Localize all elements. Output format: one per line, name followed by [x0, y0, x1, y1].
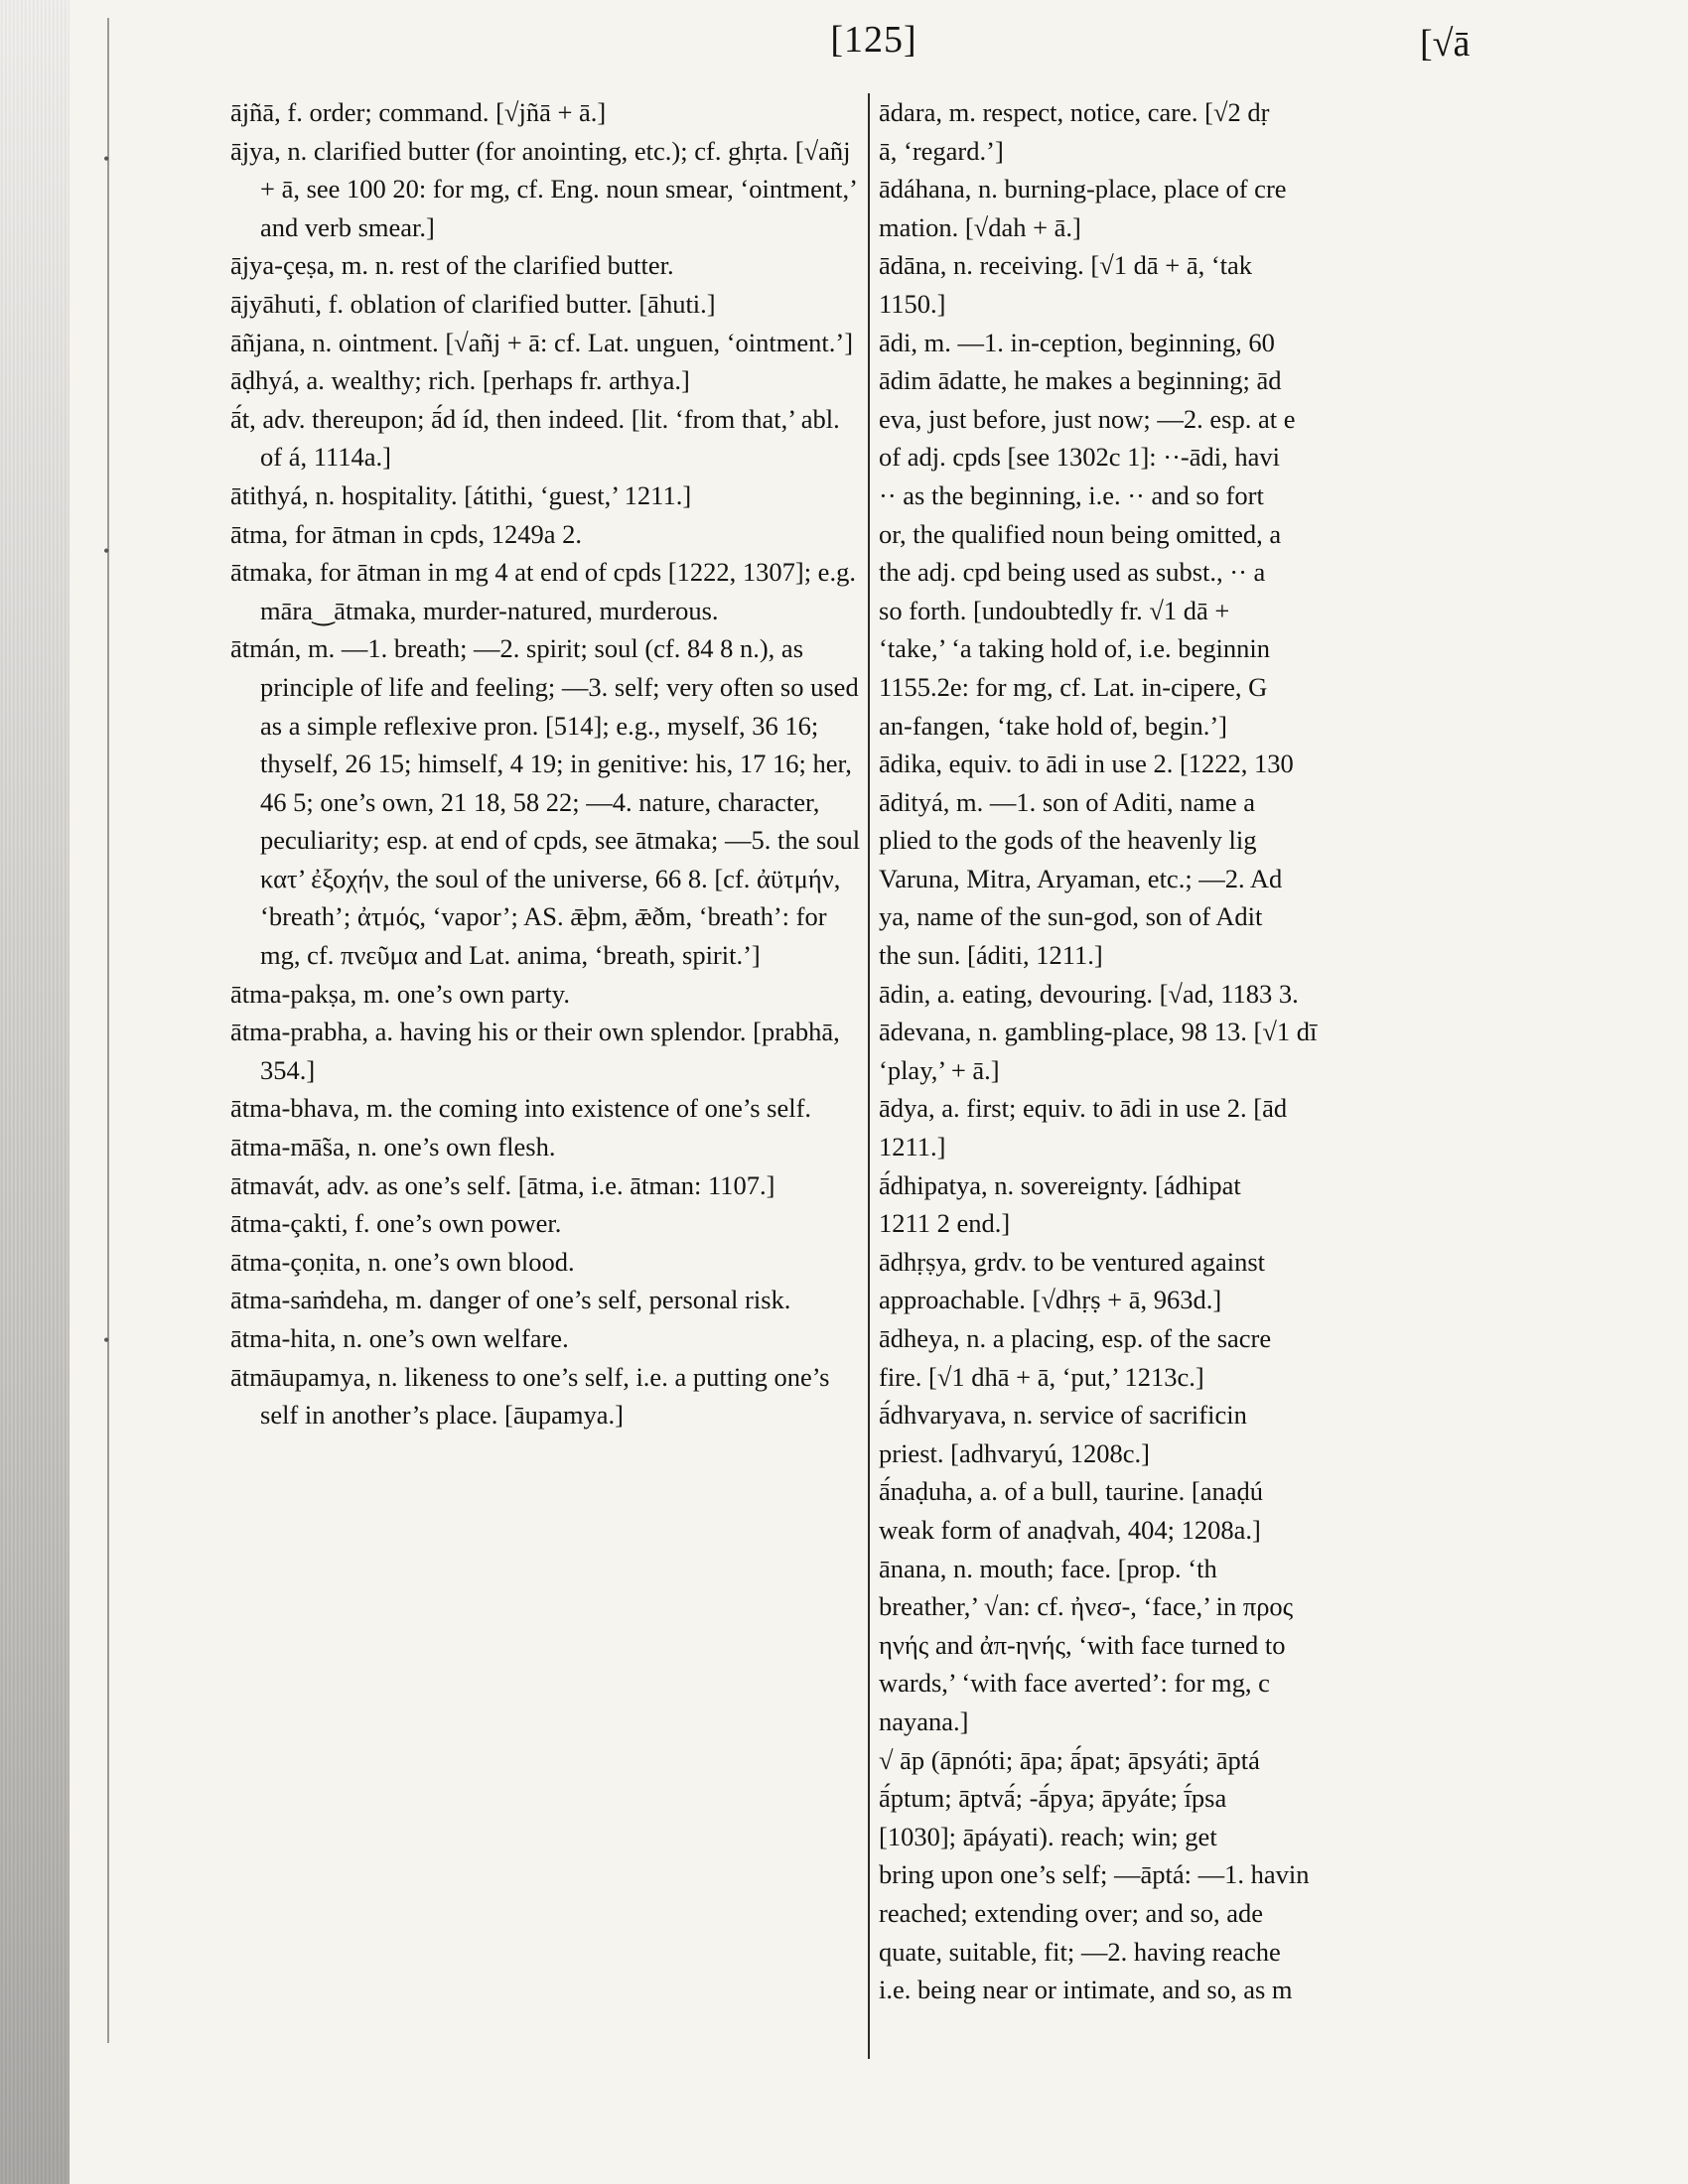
dictionary-entry: ā́ptum; āptvā́; -ā́pya; āpyáte; ī́psa — [879, 1783, 1227, 1814]
right-column — [879, 93, 1465, 2009]
margin-tick: • — [103, 541, 110, 561]
dictionary-entry: 1150.] — [879, 288, 946, 319]
dictionary-entry: ātma-pakṣa, m. one’s own party. — [230, 978, 570, 1009]
dictionary-entry: ātma, for ātman in cpds, 1249a 2. — [230, 518, 582, 549]
dictionary-entry: ādin, a. eating, devouring. [√ad, 1183 3. — [879, 978, 1299, 1009]
dictionary-entry: approachable. [√dhṛṣ + ā, 963d.] — [879, 1285, 1222, 1315]
dictionary-entry: ādityá, m. —1. son of Aditi, name a — [879, 786, 1256, 817]
dictionary-entry: ādika, equiv. to ādi in use 2. [1222, 130 — [879, 749, 1294, 779]
dictionary-entry: so forth. [undoubtedly fr. √1 dā + — [879, 595, 1230, 625]
dictionary-entry: ‘play,’ + ā.] — [879, 1054, 1000, 1085]
dictionary-entry: or, the qualified noun being omitted, a — [879, 518, 1282, 549]
dictionary-entry: ηνής and ἀπ-ηνής, ‘with face turned to — [879, 1629, 1286, 1660]
dictionary-entry: ādara, m. respect, notice, care. [√2 dṛ — [879, 97, 1270, 127]
dictionary-entry: of adj. cpds [see 1302c 1]: ··-ādi, havi — [879, 442, 1280, 473]
dictionary-entry: the sun. [áditi, 1211.] — [879, 940, 1103, 971]
dictionary-entry: ā, ‘regard.’] — [879, 135, 1004, 166]
dictionary-entry: ājya, n. clarified butter (for anointing, etc.); cf. ghṛta. [√añj + ā, see 100 20: for mg, cf. Eng. noun smear, ‘ointment,’ and verb smear.] — [230, 135, 856, 242]
page-number: [125] — [830, 19, 917, 61]
margin-tick: • — [103, 149, 110, 169]
column-divider — [868, 93, 870, 2059]
dictionary-entry: bring upon one’s self; —āptá: —1. havin — [879, 1859, 1310, 1890]
dictionary-entry: ātithyá, n. hospitality. [átithi, ‘guest,’ 1211.] — [230, 479, 692, 510]
dictionary-entry: ājyāhuti, f. oblation of clarified butter. [āhuti.] — [230, 288, 716, 319]
dictionary-entry: ā́dhipatya, n. sovereignty. [ádhipat — [879, 1169, 1241, 1200]
dictionary-entry: quate, suitable, fit; —2. having reache — [879, 1936, 1281, 1967]
page-edge-rule — [107, 18, 109, 2043]
dictionary-entry: ādáhana, n. burning-place, place of cre — [879, 174, 1287, 205]
dictionary-entry: ātma-çoṇita, n. one’s own blood. — [230, 1246, 575, 1277]
dictionary-entry: i.e. being near or intimate, and so, as m — [879, 1975, 1293, 2005]
running-head: [√ā — [1420, 23, 1471, 65]
dictionary-entry: ātma-çakti, f. one’s own power. — [230, 1208, 562, 1239]
dictionary-entry: 1211 2 end.] — [879, 1208, 1011, 1239]
dictionary-entry: ādi, m. —1. in-ception, beginning, 60 — [879, 327, 1275, 357]
dictionary-entry: ātmavát, adv. as one’s self. [ātma, i.e. ātman: 1107.] — [230, 1169, 775, 1200]
dictionary-entry: ā́naḍuha, a. of a bull, taurine. [anaḍú — [879, 1476, 1264, 1507]
dictionary-entry: ādya, a. first; equiv. to ādi in use 2. [ād — [879, 1093, 1288, 1124]
dictionary-entry: an-fangen, ‘take hold of, begin.’] — [879, 710, 1227, 741]
dictionary-entry: ya, name of the sun-god, son of Adit — [879, 901, 1263, 932]
dictionary-entry: ātmán, m. —1. breath; —2. spirit; soul (cf. 84 8 n.), as principle of life and feeling; —3. self; very often so used as a simple reflexive pron. [514]; e.g., myself, 36 16; thyself, 26 15; himself, 4 19; in genitive: his, 17 16; her, 46 5; one’s own, 21 18, 58 22; —4. nature, character, peculiarity; esp. at end of cpds, see ātmaka; —5. the soul κατ’ ἐξοχήν, the soul of the universe, 66 8. [cf. ἀϋτμήν, ‘breath’; ἀτμός, ‘vapor’; AS. ǣþm, ǣðm, ‘breath’: for mg, cf. πνεῦμα and Lat. anima, ‘breath, spirit.’] — [230, 633, 861, 971]
dictionary-entry: breather,’ √an: cf. ἠνεσ-, ‘face,’ in προς — [879, 1591, 1294, 1622]
dictionary-entry: ‘take,’ ‘a taking hold of, i.e. beginnin — [879, 633, 1270, 664]
dictionary-entry: 1211.] — [879, 1132, 946, 1162]
dictionary-entry: reached; extending over; and so, ade — [879, 1897, 1264, 1928]
dictionary-entry: ādhṛṣya, grdv. to be ventured against — [879, 1246, 1266, 1277]
left-column — [230, 93, 861, 1434]
dictionary-entry: wards,’ ‘with face averted’: for mg, c — [879, 1668, 1270, 1699]
dictionary-entry: ·· as the beginning, i.e. ·· and so fort — [879, 479, 1264, 510]
dictionary-entry: plied to the gods of the heavenly lig — [879, 825, 1257, 856]
dictionary-entry: weak form of anaḍvah, 404; 1208a.] — [879, 1514, 1261, 1545]
dictionary-entry: ādim ādatte, he makes a beginning; ād — [879, 365, 1282, 396]
dictionary-entry: ādevana, n. gambling-place, 98 13. [√1 dī — [879, 1017, 1318, 1047]
dictionary-entry: Varuna, Mitra, Aryaman, etc.; —2. Ad — [879, 863, 1283, 893]
dictionary-entry: √ āp (āpnóti; āpa; ā́pat; āpsyáti; āptá — [879, 1744, 1260, 1775]
dictionary-entry: priest. [adhvaryú, 1208c.] — [879, 1437, 1151, 1468]
margin-tick: • — [103, 1330, 110, 1350]
dictionary-entry: ādāna, n. receiving. [√1 dā + ā, ‘tak — [879, 250, 1253, 281]
dictionary-entry: nayana.] — [879, 1706, 969, 1736]
book-binding-shadow — [0, 0, 70, 2184]
dictionary-entry: ātma-bhava, m. the coming into existence of one’s self. — [230, 1093, 812, 1124]
dictionary-entry: eva, just before, just now; —2. esp. at e — [879, 403, 1296, 434]
dictionary-entry: ānana, n. mouth; face. [prop. ‘th — [879, 1553, 1217, 1583]
dictionary-entry: ā́dhvaryava, n. service of sacrificin — [879, 1400, 1247, 1431]
dictionary-entry: ātmāupamya, n. likeness to one’s self, i.e. a putting one’s self in another’s place. [āupamya.] — [230, 1361, 830, 1431]
dictionary-entry: mation. [√dah + ā.] — [879, 211, 1081, 242]
dictionary-entry: ātma-mā̃sa, n. one’s own flesh. — [230, 1132, 556, 1162]
dictionary-entry: āñjana, n. ointment. [√añj + ā: cf. Lat. unguen, ‘ointment.’] — [230, 327, 854, 357]
dictionary-entry: ātma-prabha, a. having his or their own splendor. [prabhā, 354.] — [230, 1017, 840, 1085]
dictionary-entry: 1155.2e: for mg, cf. Lat. in-cipere, G — [879, 671, 1268, 702]
dictionary-entry: ādheya, n. a placing, esp. of the sacre — [879, 1323, 1272, 1353]
dictionary-entry: ā́t, adv. thereupon; ā́d íd, then indeed. [lit. ‘from that,’ abl. of á, 1114a.] — [230, 403, 840, 473]
dictionary-entry: the adj. cpd being used as subst., ·· a — [879, 557, 1266, 588]
dictionary-entry: fire. [√1 dhā + ā, ‘put,’ 1213c.] — [879, 1361, 1204, 1392]
dictionary-entry: [1030]; āpáyati). reach; win; get — [879, 1821, 1217, 1851]
dictionary-entry: ātma-hita, n. one’s own welfare. — [230, 1323, 569, 1353]
dictionary-entry: ājya-çeṣa, m. n. rest of the clarified butter. — [230, 250, 674, 281]
dictionary-entry: āḍhyá, a. wealthy; rich. [perhaps fr. arthya.] — [230, 365, 690, 396]
dictionary-entry: ātma-saṁdeha, m. danger of one’s self, personal risk. — [230, 1285, 791, 1315]
dictionary-entry: ātmaka, for ātman in mg 4 at end of cpds [1222, 1307]; e.g. māra‿ātmaka, murder-natured, murderous. — [230, 557, 856, 625]
dictionary-entry: ājñā, f. order; command. [√jñā + ā.] — [230, 97, 607, 127]
